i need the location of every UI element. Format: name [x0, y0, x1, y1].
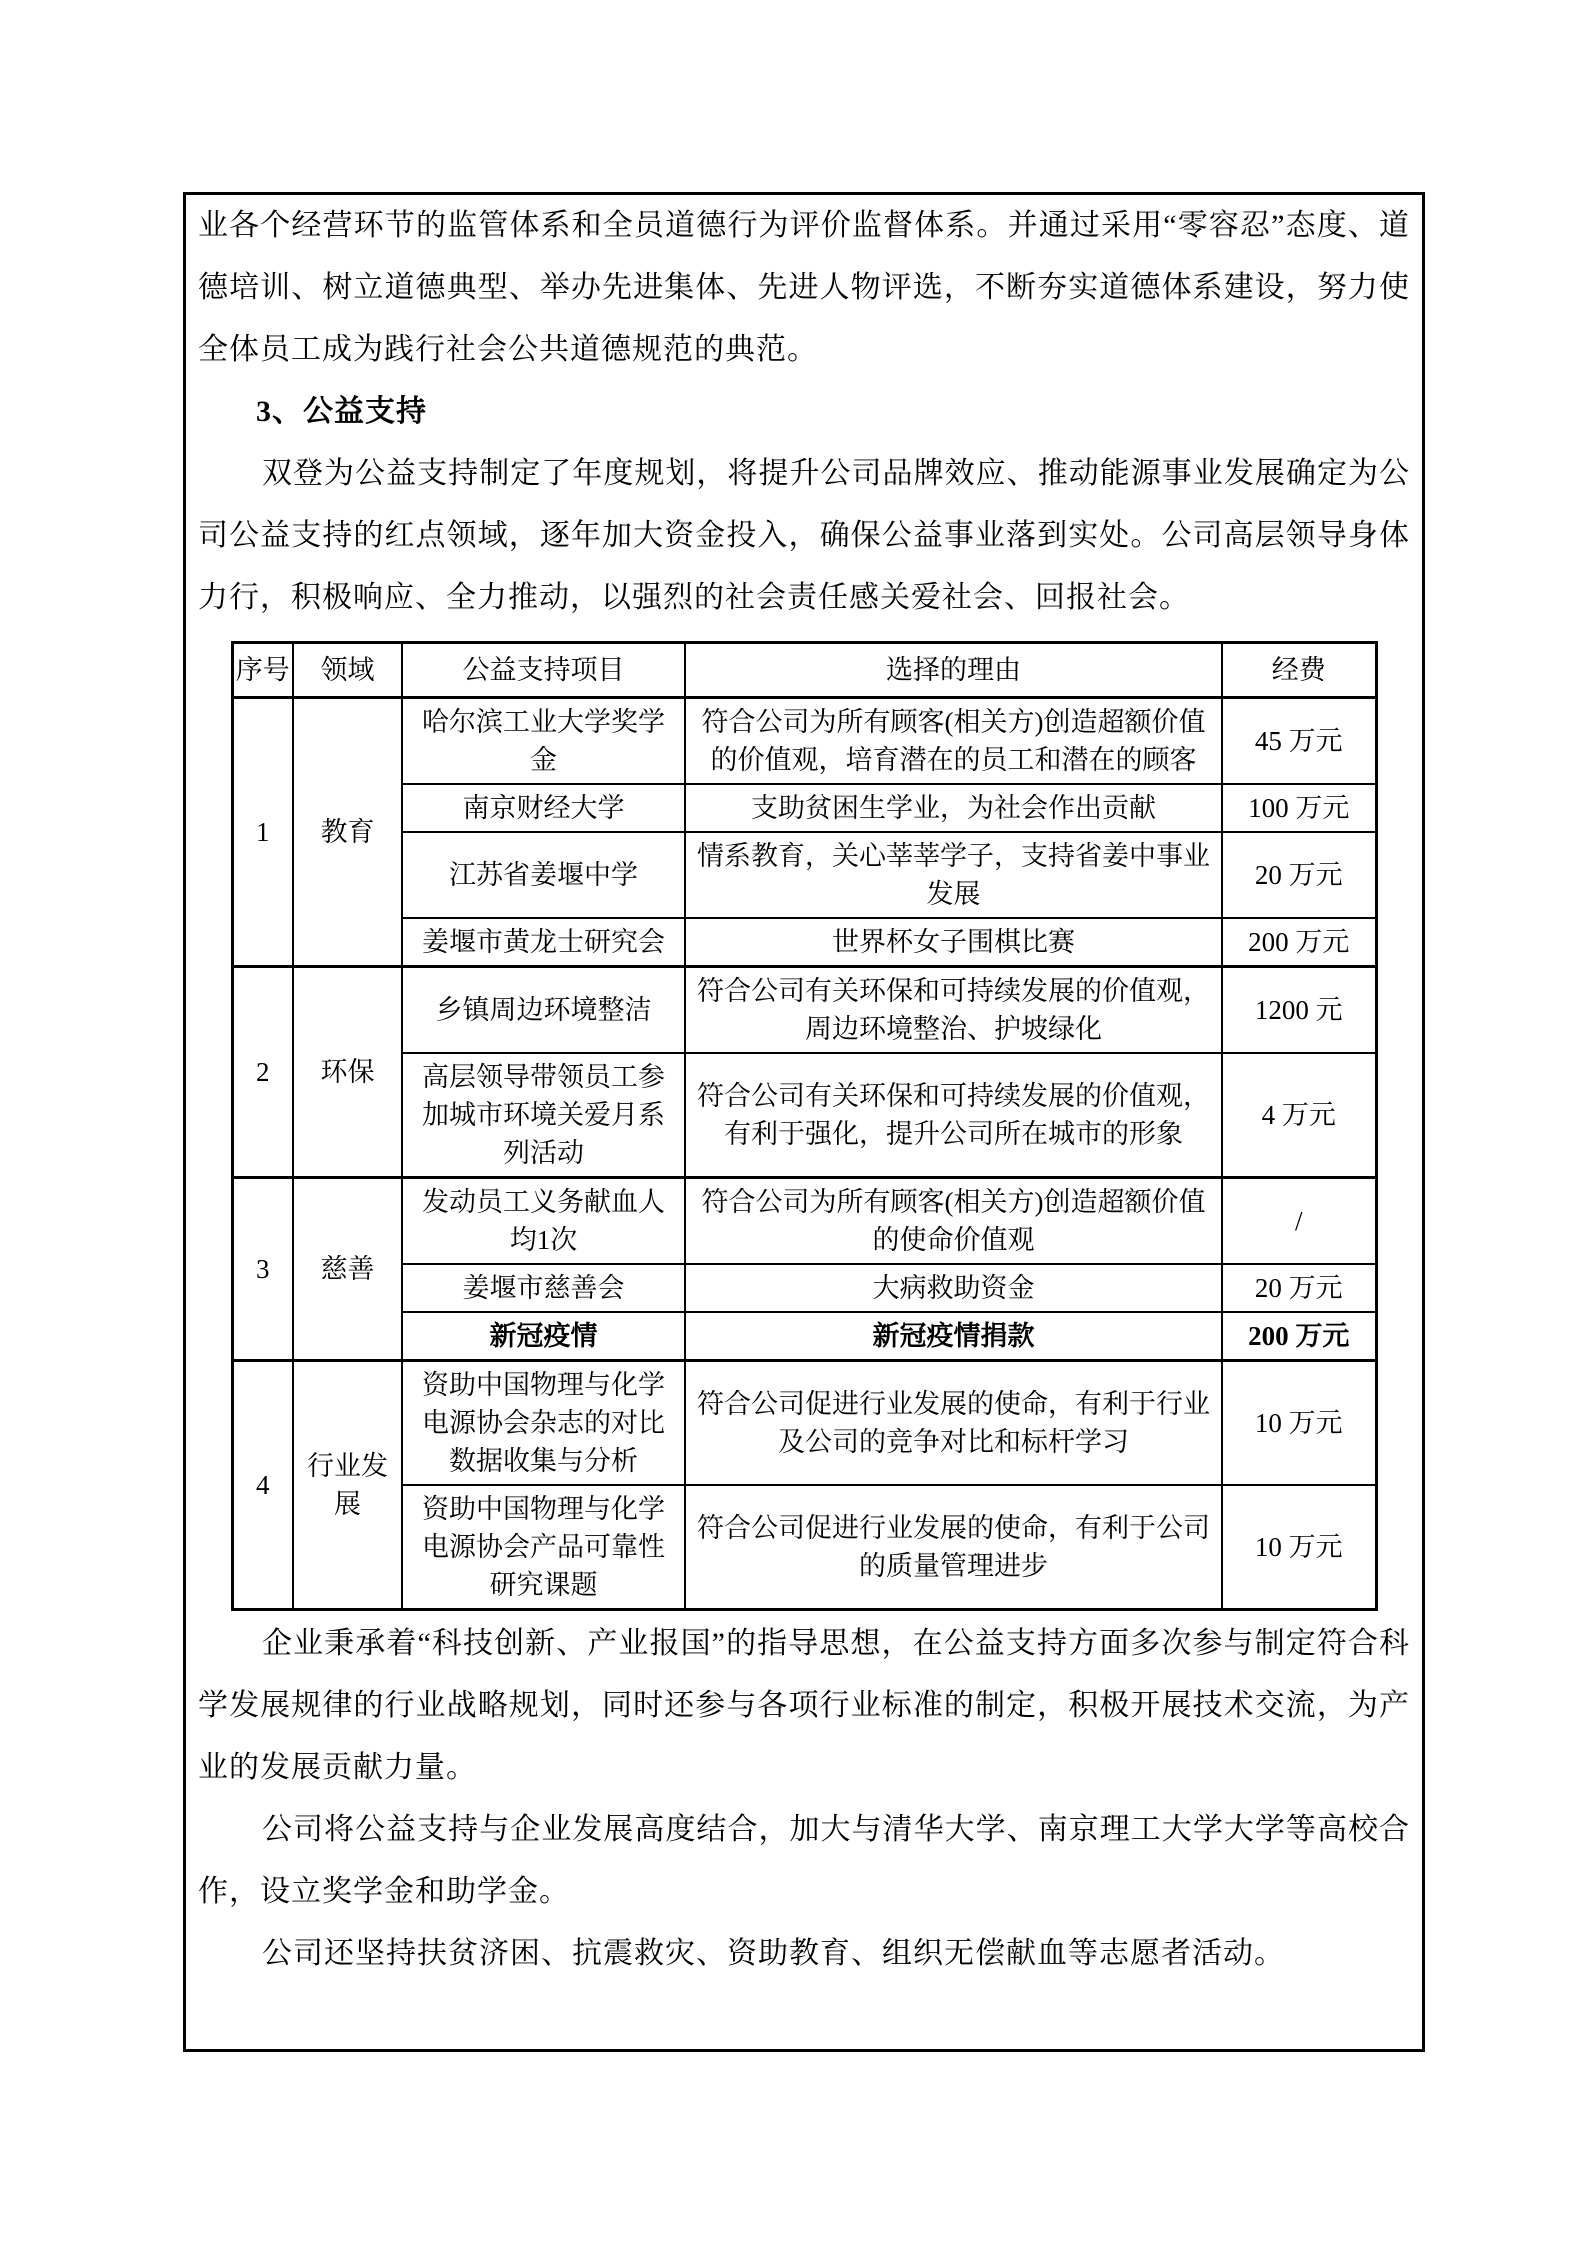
table-row — [232, 1053, 1376, 1178]
fund-cell: 4 万元 — [1222, 1053, 1376, 1178]
reason-cell: 符合公司有关环保和可持续发展的价值观，有利于强化，提升公司所在城市的形象 — [685, 1053, 1222, 1178]
section-heading-public-welfare: 3、公益支持 — [256, 395, 427, 428]
fund-cell: 100 万元 — [1222, 784, 1376, 832]
seq-cell: 2 — [232, 967, 293, 1178]
table-row-covid-donation — [232, 1312, 1376, 1361]
table-row — [232, 967, 1376, 1054]
project-cell: 乡镇周边环境整洁 — [402, 967, 685, 1054]
seq-cell: 4 — [232, 1361, 293, 1610]
fund-cell: 10 万元 — [1222, 1485, 1376, 1610]
fund-cell: 45 万元 — [1222, 698, 1376, 785]
project-cell: 姜堰市黄龙士研究会 — [402, 918, 685, 967]
col-header-fund: 经费 — [1222, 643, 1376, 698]
fund-cell: 20 万元 — [1222, 1264, 1376, 1312]
fund-cell: 200 万元 — [1222, 1312, 1376, 1361]
field-cell: 慈善 — [293, 1178, 402, 1361]
reason-cell: 符合公司有关环保和可持续发展的价值观，周边环境整治、护坡绿化 — [685, 967, 1222, 1054]
welfare-support-table — [231, 641, 1378, 1611]
paragraph-welfare-intro: 双登为公益支持制定了年度规划，将提升公司品牌效应、推动能源事业发展确定为公司公益支持的红点领域，逐年加大资金投入，确保公益事业落到实处。公司高层领导身体力行，积极响应、全力推动，以强烈的社会责任感关爱社会、回报社会。 — [198, 457, 1410, 614]
reason-cell: 世界杯女子围棋比赛 — [685, 918, 1222, 967]
fund-cell: 20 万元 — [1222, 832, 1376, 918]
reason-cell: 符合公司促进行业发展的使命，有利于行业及公司的竞争对比和标杆学习 — [685, 1361, 1222, 1486]
reason-cell: 情系教育，关心莘莘学子，支持省姜中事业发展 — [685, 832, 1222, 918]
table-row — [232, 1485, 1376, 1610]
project-cell: 哈尔滨工业大学奖学金 — [402, 698, 685, 785]
table-row — [232, 698, 1376, 785]
fund-cell: 1200 元 — [1222, 967, 1376, 1054]
project-cell: 新冠疫情 — [402, 1312, 685, 1361]
paragraph-university-cooperation: 公司将公益支持与企业发展高度结合，加大与清华大学、南京理工大学大学等高校合作，设立奖学金和助学金。 — [198, 1813, 1410, 1908]
table-row — [232, 1178, 1376, 1265]
col-header-field: 领域 — [293, 643, 402, 698]
col-header-project: 公益支持项目 — [402, 643, 685, 698]
fund-cell: / — [1222, 1178, 1376, 1265]
reason-cell: 符合公司为所有顾客(相关方)创造超额价值的使命价值观 — [685, 1178, 1222, 1265]
reason-cell: 符合公司促进行业发展的使命，有利于公司的质量管理进步 — [685, 1485, 1222, 1610]
document-page-frame — [183, 192, 1425, 2052]
reason-cell: 新冠疫情捐款 — [685, 1312, 1222, 1361]
paragraph-ethics-continuation: 业各个经营环节的监管体系和全员道德行为评价监督体系。并通过采用“零容忍”态度、道德培训、树立道德典型、举办先进集体、先进人物评选，不断夯实道德体系建设，努力使全体员工成为践行社会公共道德规范的典范。 — [198, 209, 1410, 366]
field-cell: 环保 — [293, 967, 402, 1178]
table-row — [232, 918, 1376, 967]
seq-cell: 1 — [232, 698, 293, 967]
table-header-row — [232, 643, 1376, 698]
fund-cell: 200 万元 — [1222, 918, 1376, 967]
col-header-reason: 选择的理由 — [685, 643, 1222, 698]
project-cell: 资助中国物理与化学电源协会杂志的对比数据收集与分析 — [402, 1361, 685, 1486]
table-row — [232, 784, 1376, 832]
reason-cell: 支助贫困生学业，为社会作出贡献 — [685, 784, 1222, 832]
paragraph-industry-contribution: 企业秉承着“科技创新、产业报国”的指导思想，在公益支持方面多次参与制定符合科学发展规律的行业战略规划，同时还参与各项行业标准的制定，积极开展技术交流，为产业的发展贡献力量。 — [198, 1627, 1410, 1784]
project-cell: 发动员工义务献血人均1次 — [402, 1178, 685, 1265]
table-row — [232, 1361, 1376, 1486]
table-row — [232, 1264, 1376, 1312]
reason-cell: 大病救助资金 — [685, 1264, 1222, 1312]
reason-cell: 符合公司为所有顾客(相关方)创造超额价值的价值观，培育潜在的员工和潜在的顾客 — [685, 698, 1222, 785]
table-row — [232, 832, 1376, 918]
col-header-seq: 序号 — [232, 643, 293, 698]
seq-cell: 3 — [232, 1178, 293, 1361]
project-cell: 南京财经大学 — [402, 784, 685, 832]
project-cell: 高层领导带领员工参加城市环境关爱月系列活动 — [402, 1053, 685, 1178]
project-cell: 江苏省姜堰中学 — [402, 832, 685, 918]
project-cell: 姜堰市慈善会 — [402, 1264, 685, 1312]
project-cell: 资助中国物理与化学电源协会产品可靠性研究课题 — [402, 1485, 685, 1610]
field-cell: 教育 — [293, 698, 402, 967]
fund-cell: 10 万元 — [1222, 1361, 1376, 1486]
field-cell: 行业发展 — [293, 1361, 402, 1610]
paragraph-volunteer-activities: 公司还坚持扶贫济困、抗震救灾、资助教育、组织无偿献血等志愿者活动。 — [262, 1937, 1285, 1970]
